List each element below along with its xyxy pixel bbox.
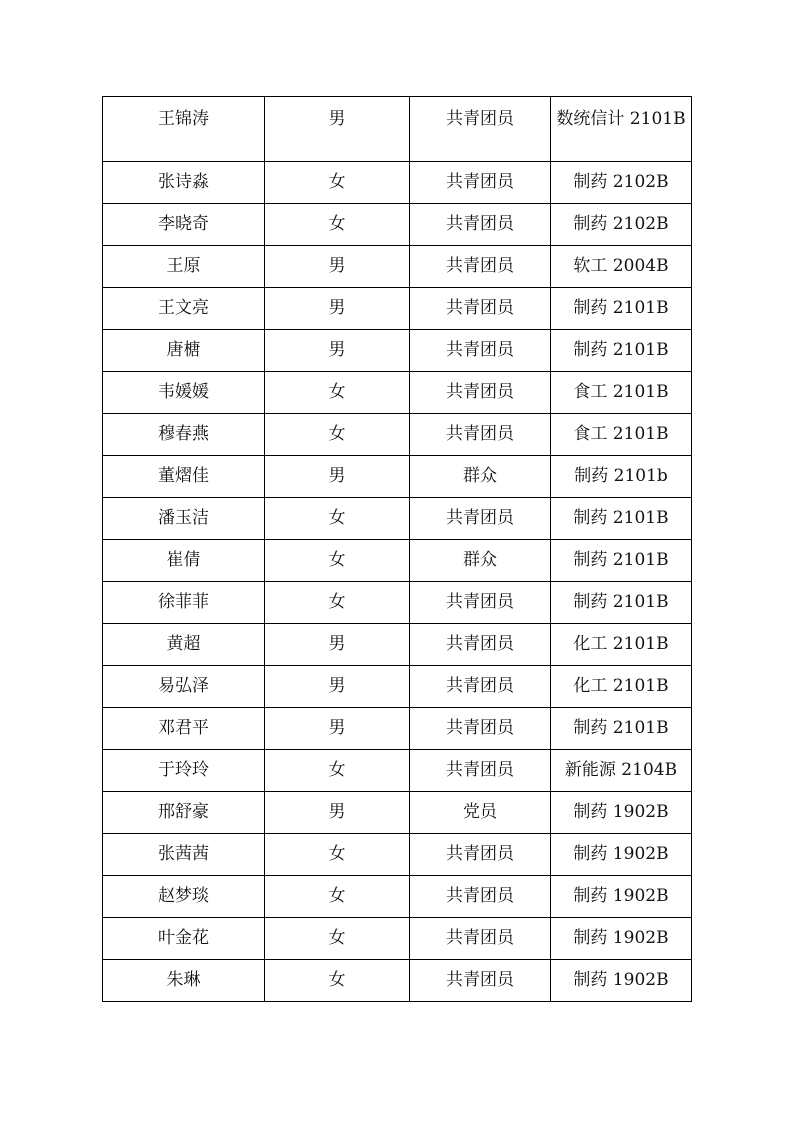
gender-cell: 女	[265, 750, 410, 792]
gender-cell: 男	[265, 792, 410, 834]
class-cell: 制药 2101B	[551, 708, 692, 750]
name-cell: 赵梦琰	[103, 876, 265, 918]
political-status-cell: 共青团员	[410, 97, 551, 162]
political-status-cell: 共青团员	[410, 288, 551, 330]
name-cell: 李晓奇	[103, 204, 265, 246]
table-row	[103, 288, 692, 330]
political-status-cell: 共青团员	[410, 876, 551, 918]
gender-cell: 女	[265, 582, 410, 624]
table-row	[103, 876, 692, 918]
gender-cell: 男	[265, 708, 410, 750]
table-row	[103, 792, 692, 834]
name-cell: 易弘泽	[103, 666, 265, 708]
political-status-cell: 群众	[410, 456, 551, 498]
political-status-cell: 共青团员	[410, 708, 551, 750]
name-cell: 张诗淼	[103, 162, 265, 204]
class-cell: 化工 2101B	[551, 666, 692, 708]
table-row	[103, 834, 692, 876]
table-row	[103, 918, 692, 960]
name-cell: 潘玉洁	[103, 498, 265, 540]
gender-cell: 男	[265, 246, 410, 288]
table-row	[103, 414, 692, 456]
name-cell: 徐菲菲	[103, 582, 265, 624]
class-cell: 制药 2102B	[551, 162, 692, 204]
name-cell: 穆春燕	[103, 414, 265, 456]
name-cell: 叶金花	[103, 918, 265, 960]
name-cell: 邓君平	[103, 708, 265, 750]
class-cell: 制药 1902B	[551, 960, 692, 1002]
table-row	[103, 97, 692, 162]
class-cell: 数统信计 2101B	[551, 97, 692, 162]
class-cell: 制药 2101B	[551, 540, 692, 582]
political-status-cell: 共青团员	[410, 666, 551, 708]
roster-body	[103, 97, 692, 1002]
table-row	[103, 246, 692, 288]
political-status-cell: 共青团员	[410, 960, 551, 1002]
name-cell: 朱琳	[103, 960, 265, 1002]
class-cell: 软工 2004B	[551, 246, 692, 288]
gender-cell: 女	[265, 918, 410, 960]
table-row	[103, 624, 692, 666]
gender-cell: 男	[265, 330, 410, 372]
class-cell: 食工 2101B	[551, 372, 692, 414]
gender-cell: 女	[265, 162, 410, 204]
political-status-cell: 共青团员	[410, 330, 551, 372]
gender-cell: 女	[265, 414, 410, 456]
student-roster-table	[102, 96, 692, 1002]
gender-cell: 男	[265, 624, 410, 666]
name-cell: 张茜茜	[103, 834, 265, 876]
name-cell: 崔倩	[103, 540, 265, 582]
gender-cell: 男	[265, 97, 410, 162]
class-cell: 制药 2101B	[551, 288, 692, 330]
class-cell: 制药 1902B	[551, 834, 692, 876]
political-status-cell: 共青团员	[410, 162, 551, 204]
gender-cell: 女	[265, 834, 410, 876]
name-cell: 唐榶	[103, 330, 265, 372]
name-cell: 邢舒豪	[103, 792, 265, 834]
class-cell: 制药 1902B	[551, 792, 692, 834]
name-cell: 于玲玲	[103, 750, 265, 792]
political-status-cell: 群众	[410, 540, 551, 582]
political-status-cell: 共青团员	[410, 918, 551, 960]
political-status-cell: 共青团员	[410, 624, 551, 666]
gender-cell: 男	[265, 288, 410, 330]
table-row	[103, 456, 692, 498]
gender-cell: 男	[265, 456, 410, 498]
table-row	[103, 582, 692, 624]
class-cell: 制药 2101B	[551, 582, 692, 624]
class-cell: 制药 2101B	[551, 330, 692, 372]
name-cell: 王原	[103, 246, 265, 288]
gender-cell: 女	[265, 204, 410, 246]
table-row	[103, 666, 692, 708]
political-status-cell: 共青团员	[410, 834, 551, 876]
table-row	[103, 330, 692, 372]
name-cell: 韦媛媛	[103, 372, 265, 414]
gender-cell: 女	[265, 876, 410, 918]
political-status-cell: 共青团员	[410, 498, 551, 540]
gender-cell: 女	[265, 498, 410, 540]
political-status-cell: 共青团员	[410, 246, 551, 288]
political-status-cell: 共青团员	[410, 750, 551, 792]
political-status-cell: 共青团员	[410, 582, 551, 624]
class-cell: 制药 1902B	[551, 876, 692, 918]
political-status-cell: 党员	[410, 792, 551, 834]
class-cell: 化工 2101B	[551, 624, 692, 666]
political-status-cell: 共青团员	[410, 204, 551, 246]
gender-cell: 男	[265, 666, 410, 708]
table-row	[103, 708, 692, 750]
class-cell: 制药 2101b	[551, 456, 692, 498]
table-row	[103, 372, 692, 414]
political-status-cell: 共青团员	[410, 372, 551, 414]
class-cell: 制药 2101B	[551, 498, 692, 540]
name-cell: 董熠佳	[103, 456, 265, 498]
table-row	[103, 960, 692, 1002]
name-cell: 王锦涛	[103, 97, 265, 162]
name-cell: 王文亮	[103, 288, 265, 330]
class-cell: 制药 1902B	[551, 918, 692, 960]
table-row	[103, 540, 692, 582]
table-row	[103, 498, 692, 540]
gender-cell: 女	[265, 372, 410, 414]
gender-cell: 女	[265, 960, 410, 1002]
table-row	[103, 750, 692, 792]
class-cell: 制药 2102B	[551, 204, 692, 246]
table-row	[103, 204, 692, 246]
class-cell: 新能源 2104B	[551, 750, 692, 792]
political-status-cell: 共青团员	[410, 414, 551, 456]
gender-cell: 女	[265, 540, 410, 582]
name-cell: 黄超	[103, 624, 265, 666]
class-cell: 食工 2101B	[551, 414, 692, 456]
table-row	[103, 162, 692, 204]
